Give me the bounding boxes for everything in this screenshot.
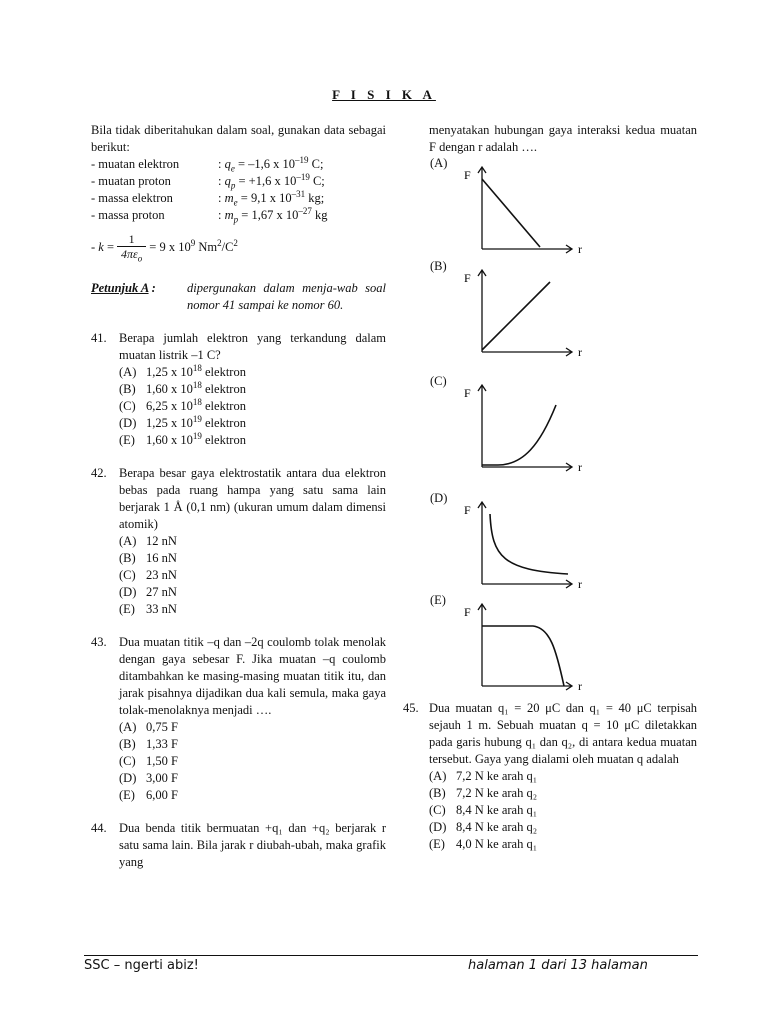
graph-f-label: F (464, 386, 471, 400)
graph-r-label: r (578, 679, 582, 693)
k-numerator: 1 (128, 232, 135, 246)
graph-curve (490, 514, 568, 574)
footer-page-number: halaman 1 dari 13 halaman (468, 958, 648, 973)
option-c[interactable]: (C) 23 nN (119, 568, 177, 582)
option-c[interactable]: (C) 6,25 x $10^{18}$ elektron (119, 396, 246, 413)
constant-label: - muatan proton (91, 174, 171, 188)
question-stem: Berapa besar gaya elektrostatik antara dua elektron bebas pada ruang hampa yang satu sama lain berjarak 1 Å (0,1 nm) (ukuran umum dalam dimensi atomik) (119, 466, 386, 531)
constant-row (91, 156, 386, 173)
option-b[interactable]: (B) 1,60 x $10^{18}$ elektron (119, 379, 246, 396)
option-d[interactable]: (D) 3,00 F (119, 771, 178, 785)
question-number: 41. (91, 331, 107, 345)
page-title: F I S I K A (332, 87, 436, 102)
question-number: 45. (403, 701, 419, 715)
question-stem: Dua benda titik bermuatan +q₁ dan +q₂ berjarak r satu sama lain. Bila jarak r diubah-ubah, maka grafik yang (119, 821, 386, 869)
option-d[interactable]: (D) 27 nN (119, 585, 177, 599)
graph-r-label: r (578, 242, 582, 256)
constant-row (91, 207, 386, 224)
graph-f-label: F (464, 271, 471, 285)
graph-curve-increasing[interactable] (462, 377, 592, 477)
right-column (429, 122, 697, 156)
option-a[interactable]: (A) 1,25 x $10^{18}$ elektron (119, 362, 246, 379)
question-45 (403, 700, 697, 853)
question-number: 42. (91, 466, 107, 480)
constant-row (91, 190, 386, 207)
graph-curve (482, 626, 564, 686)
graph-axes (478, 270, 572, 356)
graph-axes (478, 167, 572, 253)
graph-r-label: r (578, 460, 582, 474)
option-b[interactable]: (B) 7,2 N ke arah q₂ (429, 786, 538, 800)
graph-f-label: F (464, 503, 471, 517)
constant-value: : $q_e = -1,6$ x $10^{-19}$ C; (218, 154, 324, 174)
option-e[interactable]: (E) 6,00 F (119, 788, 178, 802)
constant-value: : $m_p = 1,67$ x $10^{-27}$ kg (218, 205, 328, 225)
graph-f-label: F (464, 168, 471, 182)
option-b[interactable]: (B) 1,33 F (119, 737, 178, 751)
graph-f-label: F (464, 605, 471, 619)
graph-axes (478, 385, 572, 471)
intro-text: Bila tidak diberitahukan dalam soal, gunakan data sebagai berikut: (91, 123, 386, 154)
graph-option-letter[interactable]: (E) (430, 593, 446, 607)
option-d[interactable]: (D) 1,25 x $10^{19}$ elektron (119, 413, 246, 430)
question-42 (91, 465, 386, 618)
instruction-label: Petunjuk A : (91, 281, 156, 295)
graph-axes (478, 502, 572, 588)
graph-linear-increasing[interactable] (462, 262, 592, 362)
option-e[interactable]: (E) 33 nN (119, 602, 177, 616)
graph-curve (482, 179, 540, 247)
question-stem: Dua muatan q₁ = 20 μC dan q₁ = 40 μC terpisah sejauh 1 m. Sebuah muatan q = 10 μC diletakkan pada garis hubung q₁ dan q₂, di antara kedua muatan tersebut. Gaya yang dialami oleh muatan q adalah (429, 701, 697, 766)
option-a[interactable]: (A) 12 nN (119, 534, 177, 548)
question-44 (91, 820, 386, 871)
constant-value: : $m_e = 9,1$ x $10^{-31}$ kg; (218, 188, 325, 208)
option-e[interactable]: (E) 1,60 x $10^{19}$ elektron (119, 430, 246, 447)
k-prefix: - k = (91, 239, 115, 254)
question-stem: Berapa jumlah elektron yang terkandung dalam muatan listrik –1 C? (119, 331, 386, 362)
graph-inverse-decay[interactable] (462, 494, 592, 594)
graph-curve (482, 282, 550, 350)
graph-linear-decreasing[interactable] (462, 159, 592, 259)
question-43 (91, 634, 386, 804)
left-column (91, 122, 386, 871)
constant-value: : $q_p = +1,6$ x $10^{-19}$ C; (218, 171, 325, 191)
k-denominator: $4\pi\varepsilon_o$ (117, 246, 146, 261)
coulomb-constant (91, 230, 386, 264)
option-c[interactable]: (C) 8,4 N ke arah q₁ (429, 803, 538, 817)
constant-label: - massa elektron (91, 191, 173, 205)
constant-label: - muatan elektron (91, 157, 180, 171)
graph-r-label: r (578, 345, 582, 359)
option-c[interactable]: (C) 1,50 F (119, 754, 178, 768)
question-number: 43. (91, 635, 107, 649)
option-a[interactable]: (A) 0,75 F (119, 720, 178, 734)
instruction-text: dipergunakan dalam menja-wab soal nomor 41 sampai ke nomor 60. (187, 281, 386, 312)
k-value: = 9 x $10^9$ $Nm^2/C^2$ (149, 237, 238, 254)
graph-r-label: r (578, 577, 582, 591)
footer-left-text: SSC – ngerti abiz! (84, 958, 199, 973)
q44-continuation: menyatakan hubungan gaya interaksi kedua muatan F dengan r adalah …. (429, 123, 697, 154)
option-e[interactable]: (E) 4,0 N ke arah q₁ (429, 837, 538, 851)
graph-option-letter[interactable]: (B) (430, 259, 447, 273)
question-stem: Dua muatan titik –q dan –2q coulomb tolak menolak dengan gaya sebesar F. Jika muatan –q coulomb ditambahkan ke masing-masing muatan titik itu, dan jarak pisahnya dijadikan dua kali semula, maka gaya tolak-menolaknya menjadi …. (119, 635, 386, 717)
question-number: 44. (91, 821, 107, 835)
option-a[interactable]: (A) 7,2 N ke arah q₁ (429, 769, 538, 783)
graph-option-letter[interactable]: (D) (430, 491, 448, 505)
constant-label: - massa proton (91, 208, 165, 222)
instruction-block (91, 280, 386, 314)
graph-option-letter[interactable]: (A) (430, 156, 448, 170)
option-d[interactable]: (D) 8,4 N ke arah q₂ (429, 820, 538, 834)
constant-row (91, 173, 386, 190)
graph-curve (482, 405, 556, 465)
option-b[interactable]: (B) 16 nN (119, 551, 177, 565)
footer-divider (84, 955, 698, 956)
graph-option-letter[interactable]: (C) (430, 374, 447, 388)
k-fraction (117, 232, 146, 264)
graph-axes (478, 604, 572, 690)
question-41 (91, 330, 386, 449)
graph-flat-then-drop[interactable] (462, 596, 592, 696)
